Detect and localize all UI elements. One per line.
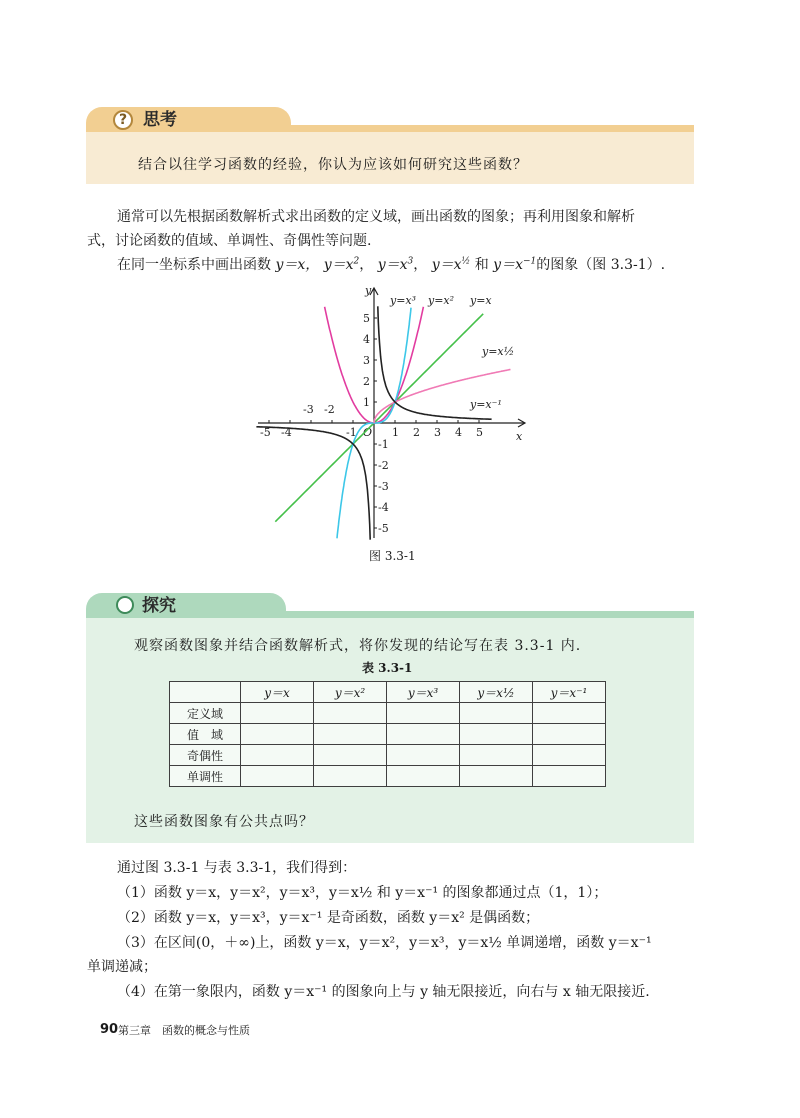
row-header: 单调性 [170, 766, 241, 787]
x-tick-label: 5 [476, 426, 483, 439]
row-header: 奇偶性 [170, 745, 241, 766]
formula-linear: y＝x， [275, 257, 320, 273]
table-row [170, 745, 606, 766]
table-cell[interactable] [314, 766, 387, 787]
origin-label: O [363, 426, 373, 439]
row-header: 值 域 [170, 724, 241, 745]
figure-caption: 图 3.3-1 [369, 549, 416, 563]
y-tick-label: -5 [378, 522, 389, 535]
conclusion-3-line-1: （3）在区间(0，＋∞)上，函数 y＝x，y＝x²，y＝x³，y＝x½ 单调递增，函数 y＝x⁻¹ [117, 935, 652, 951]
y-tick-label: 4 [363, 333, 370, 346]
page-number: 90 [100, 1022, 119, 1037]
label-square: y=x² [428, 294, 455, 307]
curve-sqrt [374, 370, 511, 424]
think-box [86, 107, 694, 182]
table-cell[interactable] [533, 703, 606, 724]
table-header-row [170, 682, 606, 703]
table-cell[interactable] [460, 724, 533, 745]
y-tick-label: -2 [378, 459, 389, 472]
x-tick-label: 4 [455, 426, 462, 439]
x-tick-label: -5 [260, 426, 271, 439]
table-header: y＝x³ [387, 682, 460, 703]
table-cell[interactable] [387, 724, 460, 745]
table-cell[interactable] [314, 724, 387, 745]
x-tick-label: -1 [346, 426, 357, 439]
label-sqrt: y=x½ [482, 345, 515, 358]
y-tick-label: -4 [378, 501, 389, 514]
formula-inverse: $y=x^{-1}$ [493, 256, 537, 273]
formula-cube: $y=x^3$ [377, 256, 414, 273]
explore-icon [116, 596, 134, 614]
table-cell[interactable] [314, 703, 387, 724]
x-tick-label: 2 [413, 426, 420, 439]
y-tick-label: -1 [378, 438, 389, 451]
conclusion-4: （4）在第一象限内，函数 y＝x⁻¹ 的图象向上与 y 轴无限接近，向右与 x 轴无限接近. [117, 984, 650, 1000]
table-header: y＝x½ [460, 682, 533, 703]
label-inverse: y=x⁻¹ [470, 398, 502, 411]
x-axis-label: x [516, 430, 523, 443]
table-header: y＝x² [314, 682, 387, 703]
think-bar [86, 125, 694, 132]
y-tick-label: -3 [378, 480, 389, 493]
table-cell[interactable] [241, 703, 314, 724]
table-cell[interactable] [241, 745, 314, 766]
table-caption: 表 3.3-1 [362, 661, 413, 675]
x-tick-label: -3 [303, 403, 314, 416]
question-icon: ? [113, 110, 133, 130]
table-cell[interactable] [241, 724, 314, 745]
x-tick-label: 1 [392, 426, 399, 439]
table-row [170, 703, 606, 724]
chapter-title: 第三章 函数的概念与性质 [118, 1024, 250, 1037]
explore-title: 探究 [142, 596, 176, 616]
y-axis-label: y [365, 284, 372, 297]
conclusion-3-line-2: 单调递减； [87, 959, 157, 975]
table-cell[interactable] [460, 745, 533, 766]
table-cell[interactable] [387, 745, 460, 766]
table-cell[interactable] [387, 766, 460, 787]
table-header: y＝x [241, 682, 314, 703]
y-tick-label: 2 [363, 375, 370, 388]
y-tick-label: 1 [363, 396, 370, 409]
row-header: 定义域 [170, 703, 241, 724]
x-tick-label: 3 [434, 426, 441, 439]
x-tick-label: -2 [324, 403, 335, 416]
label-cube: y=x³ [390, 294, 417, 307]
function-graph [250, 282, 540, 542]
explore-bar [86, 611, 694, 618]
y-tick-label: 5 [363, 312, 370, 325]
explore-box [86, 593, 694, 843]
table-cell[interactable] [460, 766, 533, 787]
table-cell[interactable] [387, 703, 460, 724]
table-cell[interactable] [241, 766, 314, 787]
x-tick-label: -4 [281, 426, 292, 439]
table-row [170, 724, 606, 745]
think-title: 思考 [143, 110, 177, 130]
table-row [170, 766, 606, 787]
table-cell[interactable] [314, 745, 387, 766]
explore-question: 这些函数图象有公共点吗？ [134, 814, 314, 830]
table-cell[interactable] [533, 724, 606, 745]
intro-line-3: 在同一坐标系中画出函数 y＝x， $y=x^2$， $y=x^3$， $y=x^{\frac{1}{2}}$ 和 $y=x^{-1}$的图象（图 3.3-1）. [117, 256, 666, 273]
properties-table [169, 681, 606, 787]
table-header: y＝x⁻¹ [533, 682, 606, 703]
table-cell[interactable] [533, 766, 606, 787]
intro-line-2: 式，讨论函数的值域、单调性、奇偶性等问题. [87, 233, 372, 249]
think-text: 结合以往学习函数的经验，你认为应该如何研究这些函数？ [138, 157, 528, 173]
formula-sqrt: $y=x^{\frac{1}{2}}$ [431, 256, 471, 273]
y-tick-label: 3 [363, 354, 370, 367]
conclusion-intro: 通过图 3.3-1 与表 3.3-1，我们得到： [117, 860, 357, 876]
table-cell[interactable] [533, 745, 606, 766]
formula-square: $y=x^2$ [323, 256, 360, 273]
conclusion-2: （2）函数 y＝x，y＝x³，y＝x⁻¹ 是奇函数，函数 y＝x² 是偶函数； [117, 910, 540, 926]
label-linear: y=x [470, 294, 492, 307]
conclusion-1: （1）函数 y＝x，y＝x²，y＝x³，y＝x½ 和 y＝x⁻¹ 的图象都通过点（1，1）； [117, 885, 608, 901]
table-cell[interactable] [460, 703, 533, 724]
intro-line-1: 通常可以先根据函数解析式求出函数的定义域，画出函数的图象；再利用图象和解析 [117, 209, 635, 225]
explore-text: 观察函数图象并结合函数解析式，将你发现的结论写在表 3.3-1 内. [134, 638, 582, 654]
table-corner [170, 682, 241, 703]
